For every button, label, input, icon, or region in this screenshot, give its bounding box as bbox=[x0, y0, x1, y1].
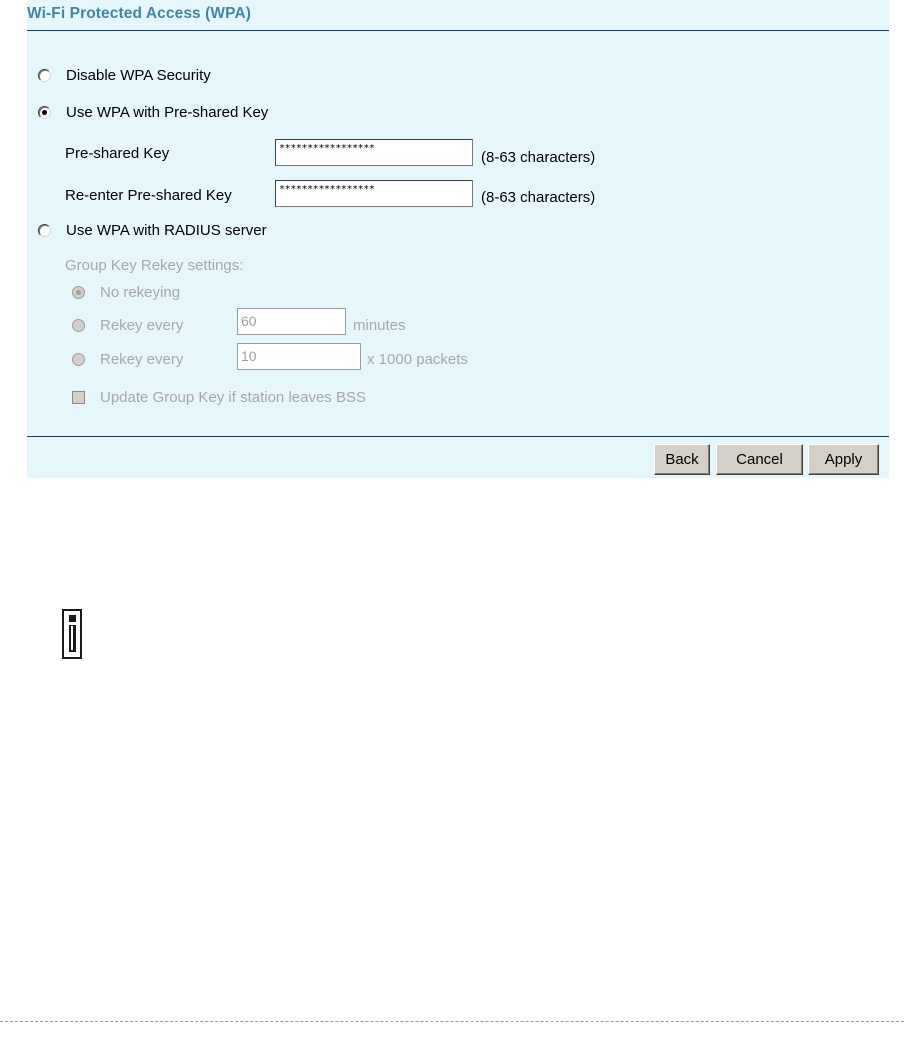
info-icon bbox=[62, 609, 82, 659]
option-no-rekeying[interactable] bbox=[72, 284, 180, 301]
no-rekeying-label: No rekeying bbox=[100, 284, 181, 301]
panel-title: Wi-Fi Protected Access (WPA) bbox=[27, 5, 252, 22]
rekey-minutes-input[interactable]: 60 bbox=[237, 308, 346, 335]
update-group-key-checkbox[interactable] bbox=[72, 391, 85, 404]
wpa-psk-label: Use WPA with Pre-shared Key bbox=[66, 104, 269, 121]
cancel-button[interactable]: Cancel bbox=[716, 444, 803, 475]
wpa-settings-panel bbox=[27, 0, 889, 478]
option-update-group-key[interactable] bbox=[72, 389, 366, 406]
option-rekey-minutes[interactable] bbox=[72, 317, 183, 334]
option-rekey-packets[interactable] bbox=[72, 351, 183, 368]
option-wpa-radius[interactable] bbox=[38, 222, 267, 239]
option-disable-wpa[interactable] bbox=[38, 67, 211, 84]
wpa-radius-radio[interactable] bbox=[38, 224, 51, 237]
psk-label: Pre-shared Key bbox=[65, 145, 170, 162]
rekey-packets-input[interactable]: 10 bbox=[237, 343, 361, 370]
apply-button[interactable]: Apply bbox=[808, 444, 879, 475]
rekey-packets-radio[interactable] bbox=[72, 353, 85, 366]
psk-reenter-label: Re-enter Pre-shared Key bbox=[65, 187, 232, 204]
update-group-key-label: Update Group Key if station leaves BSS bbox=[100, 389, 366, 406]
psk-hint: (8-63 characters) bbox=[481, 149, 596, 166]
wpa-radius-label: Use WPA with RADIUS server bbox=[66, 222, 267, 239]
disable-wpa-label: Disable WPA Security bbox=[66, 67, 211, 84]
rekey-minutes-unit: minutes bbox=[353, 317, 406, 334]
wpa-psk-radio[interactable] bbox=[38, 106, 51, 119]
rekey-minutes-radio[interactable] bbox=[72, 319, 85, 332]
footer-divider bbox=[0, 1021, 904, 1022]
rekey-packets-label: Rekey every bbox=[100, 351, 184, 368]
info-icon-stem bbox=[69, 625, 76, 652]
actions-divider bbox=[27, 436, 889, 437]
group-rekey-heading: Group Key Rekey settings: bbox=[65, 257, 244, 274]
psk-reenter-input[interactable]: ***************** bbox=[275, 180, 473, 207]
psk-reenter-hint: (8-63 characters) bbox=[481, 189, 596, 206]
rekey-minutes-label: Rekey every bbox=[100, 317, 184, 334]
option-wpa-psk[interactable] bbox=[38, 104, 268, 121]
info-icon-dot bbox=[69, 615, 76, 622]
no-rekeying-radio[interactable] bbox=[72, 286, 85, 299]
psk-input[interactable]: ***************** bbox=[275, 139, 473, 166]
disable-wpa-radio[interactable] bbox=[38, 69, 51, 82]
title-divider bbox=[27, 30, 889, 31]
rekey-packets-unit: x 1000 packets bbox=[367, 351, 468, 368]
back-button[interactable]: Back bbox=[654, 444, 710, 475]
